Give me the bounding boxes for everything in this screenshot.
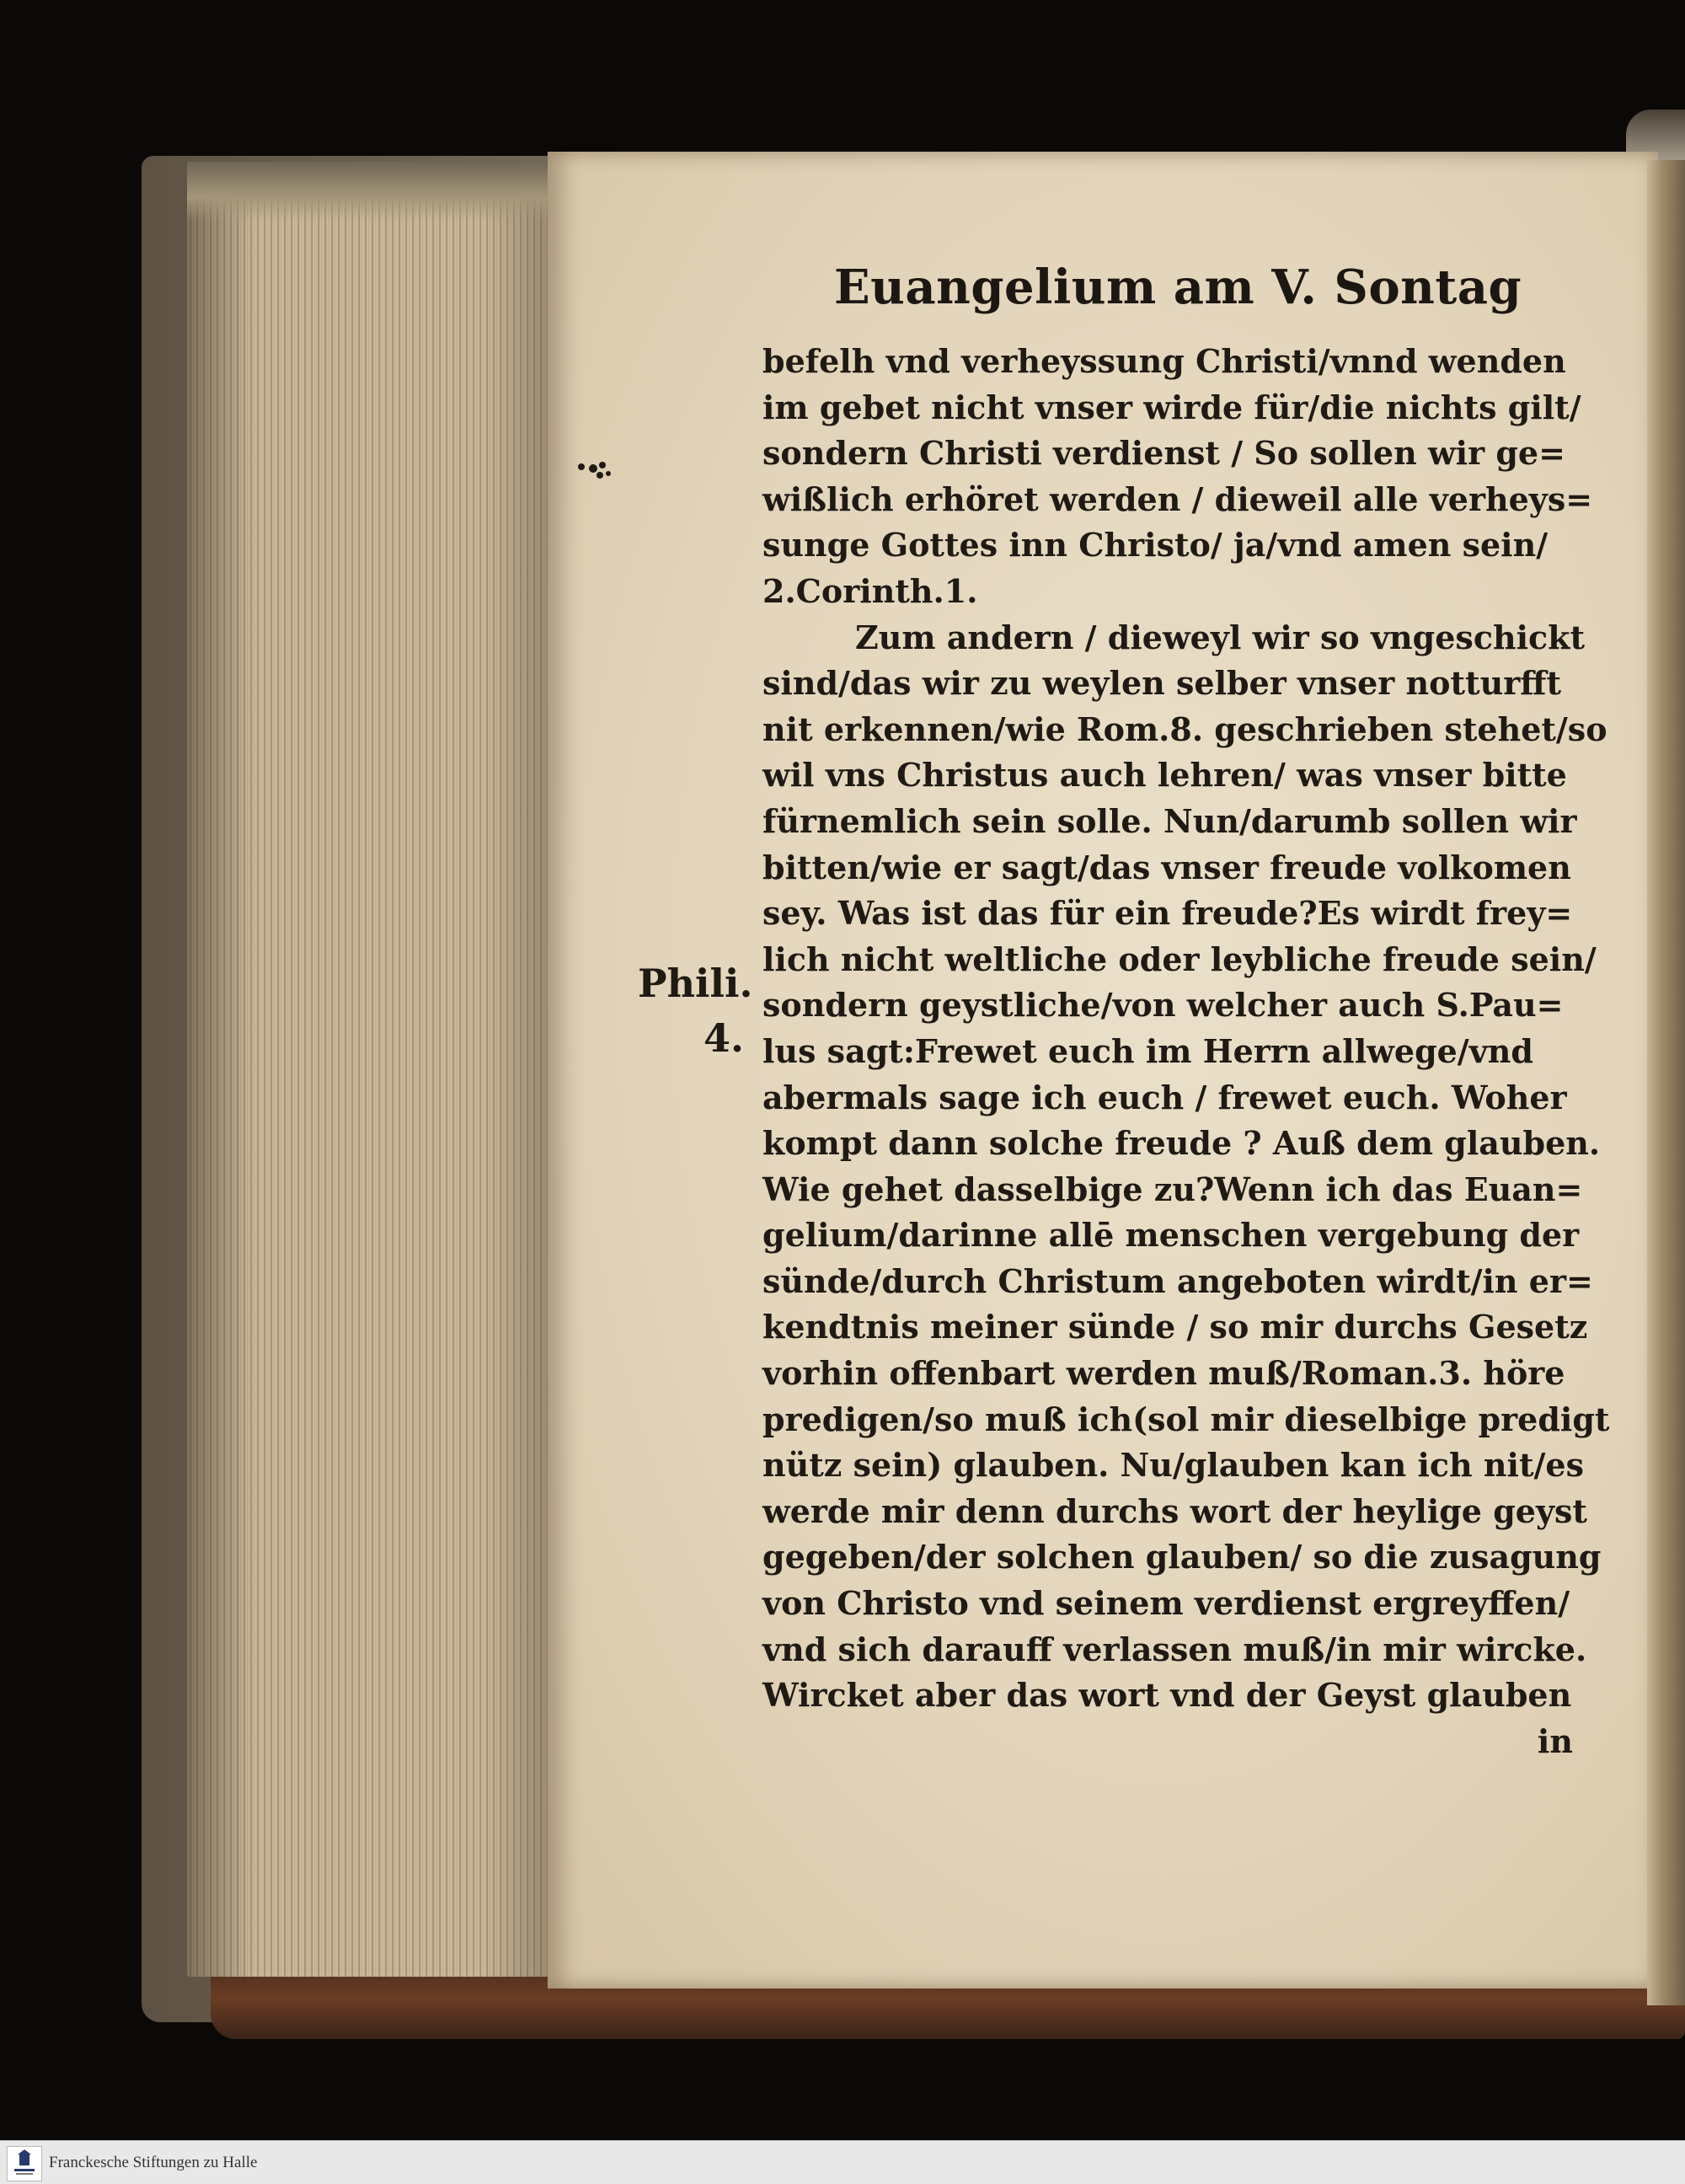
text-line: sunge Gottes inn Christo/ ja/vnd amen sein/	[762, 526, 1549, 565]
text-line: sünde/durch Christum angeboten wirdt/in er=	[762, 1261, 1593, 1300]
text-line: kompt dann solche freude ? Auß dem glauben.	[762, 1124, 1601, 1163]
text-line: gelium/darinne allē menschen vergebung der	[762, 1216, 1580, 1255]
text-line: von Christo vnd seinem verdienst ergreyffen/	[762, 1584, 1570, 1623]
text-line: bitten/wie er sagt/das vnser freude volkomen	[762, 848, 1571, 886]
text-line: Zum andern / dieweyl wir so vngeschickt	[855, 618, 1586, 656]
running-header: Euangelium am V. Sontag	[834, 260, 1522, 315]
institution-logo-icon[interactable]	[7, 2146, 42, 2181]
text-line: werde mir denn durchs wort der heylige geyst	[762, 1491, 1587, 1530]
text-line: befelh vnd verheyssung Christi/vnnd wenden	[762, 342, 1566, 380]
page-block-shading	[187, 167, 558, 1977]
text-line: nütz sein) glauben. Nu/glauben kan ich nit/es	[762, 1446, 1584, 1485]
text-line: sondern geystliche/von welcher auch S.Pau=	[762, 986, 1564, 1025]
text-line: Wie gehet dasselbige zu?Wenn ich das Euan=	[762, 1170, 1583, 1208]
text-line: fürnemlich sein solle. Nun/darumb sollen wir	[762, 801, 1577, 840]
page-block-top	[187, 162, 558, 221]
text-line: nit erkennen/wie Rom.8. geschrieben stehet/so	[762, 709, 1607, 748]
book-gutter	[1647, 160, 1685, 2005]
text-line: gegeben/der solchen glauben/ so die zusagung	[762, 1538, 1602, 1576]
marginal-note-chapter: 4.	[703, 1015, 745, 1061]
text-line: sondern Christi verdienst / So sollen wir ge=	[762, 434, 1565, 473]
catchword: in	[1537, 1721, 1573, 1760]
page-body-text	[762, 339, 1610, 1764]
asterism-icon	[575, 455, 625, 489]
text-line: vorhin offenbart werden muß/Roman.3. höre	[762, 1354, 1565, 1393]
text-line: wil vns Christus auch lehren/ was vnser bitte	[762, 756, 1567, 795]
text-line: lich nicht weltliche oder leybliche freude sein/	[762, 939, 1597, 978]
text-line: vnd sich darauff verlassen muß/in mir wircke.	[762, 1630, 1587, 1668]
text-line: im gebet nicht vnser wirde für/die nichts gilt/	[762, 388, 1581, 426]
text-line: abermals sage ich euch / frewet euch. Woher	[762, 1078, 1567, 1116]
text-line: predigen/so muß ich(sol mir dieselbige predigt	[762, 1400, 1610, 1438]
institution-credit[interactable]: Franckesche Stiftungen zu Halle	[49, 2154, 258, 2171]
marginal-note-book: Phili.	[638, 961, 753, 1006]
text-line: lus sagt:Frewet euch im Herrn allwege/vnd	[762, 1031, 1533, 1070]
text-line: Wircket aber das wort vnd der Geyst glauben	[762, 1676, 1572, 1715]
text-line: sey. Was ist das für ein freude?Es wirdt frey=	[762, 894, 1573, 933]
text-line: wißlich erhöret werden / dieweil alle verheys=	[762, 479, 1593, 518]
text-line: sind/das wir zu weylen selber vnser notturfft	[762, 664, 1561, 703]
text-line: 2.Corinth.1.	[762, 571, 978, 610]
viewer-footer-bar	[0, 2140, 1685, 2184]
text-line: kendtnis meiner sünde / so mir durchs Gesetz	[762, 1308, 1588, 1346]
